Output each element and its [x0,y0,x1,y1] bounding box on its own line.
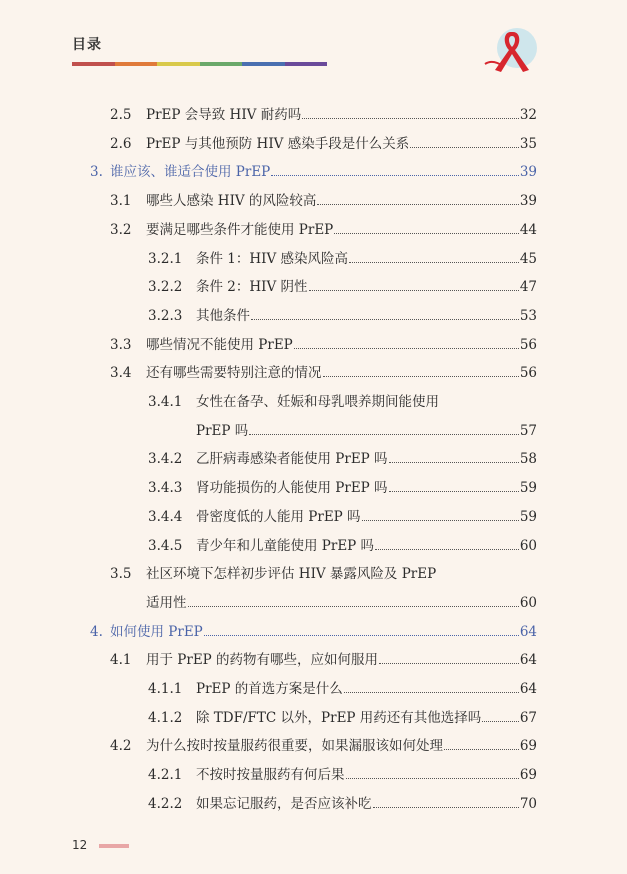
toc-entry-number: 4.1.2 [148,709,183,726]
toc-entry[interactable] [110,221,537,239]
toc-entry-page: 64 [519,681,537,697]
toc-entry-title: 要满足哪些条件才能使用 PrEP [146,221,334,238]
rainbow-stripe [242,62,285,66]
leader-dots [271,163,519,176]
toc-entry-title: 骨密度低的人能用 PrEP 吗 [196,508,361,525]
toc-entry-title: 社区环境下怎样初步评估 HIV 暴露风险及 PrEP [146,566,437,583]
leader-dots [362,508,519,521]
leader-dots [317,192,518,205]
toc-entry-page: 35 [519,135,537,152]
toc-entry-page: 64 [519,652,537,669]
toc-entry-page: 39 [519,193,537,210]
toc-entry[interactable] [110,364,537,382]
toc-entry-number: 3. [90,164,103,181]
toc-entry[interactable] [148,307,537,325]
toc-entry-number: 3.4.5 [148,537,183,554]
toc-entry-continuation[interactable] [146,594,537,612]
toc-entry-number: 3.1 [110,193,132,210]
leader-dots [373,795,519,808]
rainbow-stripe [200,62,243,66]
footer-accent-bar [99,844,129,848]
toc-entry-page: 69 [519,767,537,784]
leader-dots [294,336,519,349]
toc-entry-number: 4.2 [110,738,132,755]
toc-entry[interactable] [148,795,537,813]
toc-entry-number: 3.5 [110,566,132,583]
leader-dots [349,250,519,263]
toc-entry-continuation[interactable] [196,422,537,440]
rainbow-stripe [115,62,158,66]
toc-entry-title: 其他条件 [196,307,250,324]
toc-entry-page: 67 [519,709,537,726]
leader-dots [302,106,519,119]
section-title: 目录 [72,37,102,53]
toc-entry-number: 3.2.3 [148,307,183,324]
toc-entry-page: 60 [519,594,537,611]
toc-entry-page: 59 [519,508,537,525]
toc-entry-title: 谁应该、谁适合使用 PrEP [110,164,271,181]
toc-entry[interactable] [90,163,537,181]
toc-entry-title: 用于 PrEP 的药物有哪些，应如何服用 [146,652,379,669]
toc-entry-title: 哪些人感染 HIV 的风险较高 [146,193,317,210]
toc-entry-title: 除 TDF/FTC 以外，PrEP 用药还有其他选择吗 [196,709,482,726]
toc-entry-title: PrEP 会导致 HIV 耐药吗 [146,107,302,123]
toc-entry-page: 47 [519,279,537,296]
toc-entry[interactable] [90,623,537,641]
red-ribbon-icon [481,26,539,76]
toc-entry[interactable] [148,508,537,526]
leader-dots [249,422,519,435]
toc-entry-page: 53 [519,307,537,324]
toc-entry[interactable] [148,537,537,555]
rainbow-divider [72,62,327,66]
rainbow-stripe [157,62,200,66]
toc-entry-number: 4.2.2 [148,795,183,812]
leader-dots [482,709,519,722]
toc-entry-title: 如果忘记服药，是否应该补吃 [196,795,372,812]
toc-entry-title-continued: PrEP 吗 [196,422,249,439]
toc-entry-page: 70 [519,795,537,812]
toc-entry-title: 哪些情况不能使用 PrEP [146,336,293,353]
toc-entry-page: 64 [519,623,537,640]
toc-entry-title-continued: 适用性 [146,594,187,611]
toc-entry-number: 3.3 [110,336,132,353]
toc-entry-page: 45 [519,250,537,267]
toc-entry-page: 69 [519,738,537,755]
toc-entry[interactable] [110,565,537,583]
toc-entry-title: 如何使用 PrEP [110,623,203,640]
toc-entry-number: 2.5 [110,107,132,123]
toc-entry-title: 女性在备孕、妊娠和母乳喂养期间能使用 [196,394,439,410]
toc-entry[interactable] [148,278,537,296]
toc-entry-title: 为什么按时按量服药很重要，如果漏服该如何处理 [146,738,443,755]
toc-entry-page: 39 [519,164,537,181]
toc-entry-number: 3.2 [110,221,132,238]
leader-dots [309,278,519,291]
toc-entry-title: 条件 1：HIV 感染风险高 [196,250,349,267]
toc-entry-number: 2.6 [110,135,132,152]
toc-entry[interactable] [148,393,537,411]
leader-dots [251,307,519,320]
page-number: 12 [72,838,88,852]
toc-entry-title: 还有哪些需要特别注意的情况 [146,365,322,382]
toc-entry-title: PrEP 与其他预防 HIV 感染手段是什么关系 [146,135,410,152]
toc-entry-page: 32 [519,107,537,123]
toc-entry-number: 3.4.3 [148,480,183,497]
toc-entry-number: 3.2.2 [148,279,183,296]
toc-entry-title: 乙肝病毒感染者能使用 PrEP 吗 [196,451,388,468]
toc-entry[interactable] [148,766,537,784]
toc-entry-page: 59 [519,480,537,497]
toc-entry-number: 3.2.1 [148,250,183,267]
toc-entry[interactable] [110,737,537,755]
leader-dots [444,737,519,750]
leader-dots [346,766,519,779]
toc-entry-page: 60 [519,537,537,554]
leader-dots [389,479,519,492]
leader-dots [334,221,519,234]
leader-dots [375,537,519,550]
leader-dots [379,651,519,664]
toc-entry-title: PrEP 的首选方案是什么 [196,681,343,697]
toc-entry-number: 4.2.1 [148,767,183,784]
toc-entry-page: 44 [519,221,537,238]
toc-entry[interactable] [148,479,537,497]
toc-entry-number: 3.4.1 [148,394,183,410]
toc-entry[interactable] [110,106,537,124]
toc-entry-page: 56 [519,336,537,353]
toc-entry-title: 肾功能损伤的人能使用 PrEP 吗 [196,480,388,497]
rainbow-stripe [72,62,115,66]
toc-entry[interactable] [110,192,537,210]
toc-entry[interactable] [148,680,537,698]
toc-entry-number: 4. [90,623,103,640]
toc-entry-number: 4.1 [110,652,132,669]
leader-dots [389,450,519,463]
toc-entry-number: 3.4.4 [148,508,183,525]
toc-entry-page: 56 [519,365,537,382]
toc-entry[interactable] [110,336,537,354]
toc-entry[interactable] [110,135,537,153]
leader-dots [204,623,519,636]
toc-entry-number: 3.4.2 [148,451,183,468]
toc-entry-number: 3.4 [110,365,132,382]
toc-entry[interactable] [148,450,537,468]
leader-dots [410,135,519,148]
leader-dots [344,680,519,693]
toc-entry-page: 58 [519,451,537,468]
toc-entry-page: 57 [519,422,537,439]
toc-entry[interactable] [110,651,537,669]
toc-entry-title: 青少年和儿童能使用 PrEP 吗 [196,537,375,554]
leader-dots [323,364,519,377]
toc-entry-number: 4.1.1 [148,681,183,697]
toc-entry[interactable] [148,709,537,727]
toc-entry-title: 条件 2：HIV 阴性 [196,279,308,296]
rainbow-stripe [285,62,328,66]
leader-dots [188,594,519,607]
toc-entry[interactable] [148,250,537,268]
toc-entry-title: 不按时按量服药有何后果 [196,767,345,784]
